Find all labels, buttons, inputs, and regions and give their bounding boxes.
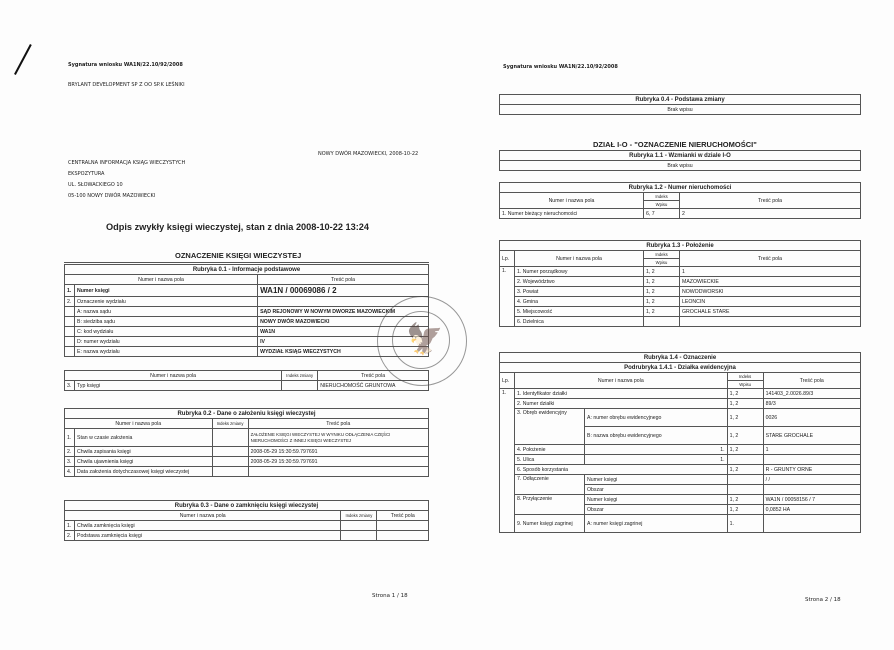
field-value: 1 xyxy=(763,445,860,455)
index-value: 1, 2 xyxy=(644,287,680,297)
sub-field-name: 1. xyxy=(585,455,728,465)
field-name: Chwila zamknięcia księgi xyxy=(75,521,341,531)
row-number: 1. xyxy=(65,521,75,531)
index-value: 1, 2 xyxy=(727,389,763,399)
field-value: WA1N / 00058156 / 7 xyxy=(763,495,860,505)
rubric-1-3-table xyxy=(499,240,861,327)
rubric-title: Rubryka 0.1 - Informacje podstawowe xyxy=(65,265,429,275)
sub-field-name: A: numer obrębu ewidencyjnego xyxy=(585,409,728,427)
column-header: Numer i nazwa pola xyxy=(65,371,282,381)
column-header: Numer i nazwa pola xyxy=(65,275,258,285)
column-header: Indeks xyxy=(644,193,680,201)
field-name: 6. Dzielnica xyxy=(515,317,644,327)
section-title: DZIAŁ I-O - "OZNACZENIE NIERUCHOMOŚCI" xyxy=(593,140,757,149)
field-name: 1. Identyfikator działki xyxy=(515,389,728,399)
column-header: Treść pola xyxy=(258,275,429,285)
index-value: 1, 2 xyxy=(727,409,763,427)
field-value: / / xyxy=(763,475,860,485)
field-value: WA1N xyxy=(258,327,429,337)
row-number: 1. xyxy=(65,285,75,297)
field-value: NIERUCHOMOŚĆ GRUNTOWA xyxy=(318,381,429,391)
field-value: ZAŁOŻENIE KSIĘGI WIECZYSTEJ W WYNIKU ODŁĄCZENIA CZĘŚCI NIERUCHOMOŚCI Z INNEJ KSIĘGI WIECZYSTEJ xyxy=(248,429,428,447)
column-header: Indeks zmiany xyxy=(282,371,318,381)
rubric-1-1-table xyxy=(499,150,861,171)
index-value: 1, 2 xyxy=(644,267,680,277)
lp-value: 1. xyxy=(500,267,515,327)
index-value: 1, 2 xyxy=(644,307,680,317)
field-name: 3. Powiat xyxy=(515,287,644,297)
field-name: 3. Obręb ewidencyjny xyxy=(515,409,585,445)
field-value: 2008-05-29 15:30:59.797691 xyxy=(248,457,428,467)
field-name: B: siedziba sądu xyxy=(75,317,258,327)
column-header: Indeks xyxy=(727,373,763,381)
column-header: Numer i nazwa pola xyxy=(500,193,644,209)
field-value: R - GRUNTY ORNE xyxy=(763,465,860,475)
column-header: Lp. xyxy=(500,251,515,267)
column-header: Wpisu xyxy=(644,201,680,209)
field-value: 2 xyxy=(680,209,861,219)
index-value: 1, 2 xyxy=(727,505,763,515)
row-number: 2. xyxy=(65,531,75,541)
field-value: 1 xyxy=(680,267,861,277)
field-value: SĄD REJONOWY W NOWYM DWORZE MAZOWIECKIM xyxy=(258,307,429,317)
signature-line: Sygnatura wniosku WA1N/22.10/92/2008 xyxy=(68,62,183,68)
index-value: 1. xyxy=(727,515,763,533)
rubric-title: Rubryka 0.2 - Dane o założeniu księgi wieczystej xyxy=(65,409,429,419)
rubric-0-3-table xyxy=(64,500,429,541)
field-name: Stan w czasie założenia xyxy=(75,429,213,447)
signature-line: Sygnatura wniosku WA1N/22.10/92/2008 xyxy=(503,64,618,70)
column-header: Treść pola xyxy=(318,371,429,381)
column-header: Treść pola xyxy=(377,511,429,521)
rubric-0-1-type-table xyxy=(64,370,429,391)
field-name: Chwila ujawnienia księgi xyxy=(75,457,213,467)
address-line: EKSPOZYTURA xyxy=(68,171,105,177)
field-value: IV xyxy=(258,337,429,347)
field-name: 2. Numer działki xyxy=(515,399,728,409)
rubric-title: Rubryka 1.4 - Oznaczenie xyxy=(500,353,861,363)
sub-field-name: Numer księgi xyxy=(585,475,728,485)
field-value: LEONCIN xyxy=(680,297,861,307)
place-date: NOWY DWÓR MAZOWIECKI, 2008-10-22 xyxy=(318,151,419,157)
row-number: 3. xyxy=(65,381,75,391)
sub-field-name: Obszar xyxy=(585,485,728,495)
column-header: Treść pola xyxy=(680,251,861,267)
field-name: 4. Gmina xyxy=(515,297,644,307)
address-line: 05-100 NOWY DWÓR MAZOWIECKI xyxy=(68,193,156,199)
field-name: Podstawa zamknięcia księgi xyxy=(75,531,341,541)
field-value: 2008-05-29 15:30:59.797691 xyxy=(248,447,428,457)
rubric-0-1-table xyxy=(64,264,429,357)
rubric-title: Rubryka 1.2 - Numer nieruchomości xyxy=(500,183,861,193)
column-header: Treść pola xyxy=(763,373,860,389)
field-name: D: numer wydziału xyxy=(75,337,258,347)
index-value: 1, 2 xyxy=(727,399,763,409)
section-title: OZNACZENIE KSIĘGI WIECZYSTEJ xyxy=(175,251,302,260)
column-header: Wpisu xyxy=(727,381,763,389)
applicant-name: BRYLANT DEVELOPMENT SP Z OO SP.K LEŚNIKI xyxy=(68,82,185,88)
column-header: Numer i nazwa pola xyxy=(65,419,213,429)
sub-field-name: Numer księgi xyxy=(585,495,728,505)
field-name: 7. Odłączenie xyxy=(515,475,585,495)
field-name: 5. Ulica xyxy=(515,455,585,465)
sub-field-name: 1. xyxy=(585,445,728,455)
field-name: 5. Miejscowość xyxy=(515,307,644,317)
rubric-title: Rubryka 0.4 - Podstawa zmiany xyxy=(500,95,861,105)
column-header: Treść pola xyxy=(248,419,428,429)
field-name: E: nazwa wydziału xyxy=(75,347,258,357)
column-header: Treść pola xyxy=(680,193,861,209)
field-name: Typ księgi xyxy=(75,381,282,391)
row-number: 2. xyxy=(65,447,75,457)
rubric-title: Rubryka 0.3 - Dane o zamknięciu księgi wieczystej xyxy=(65,501,429,511)
index-value: 1, 2 xyxy=(644,297,680,307)
page-number: Strona 1 / 18 xyxy=(372,593,408,599)
column-header: Indeks zmiany xyxy=(212,419,248,429)
book-number: WA1N / 00069086 / 2 xyxy=(258,285,429,297)
empty-entry: Brak wpisu xyxy=(500,105,861,115)
document-title: Odpis zwykły księgi wieczystej, stan z dnia 2008-10-22 13:24 xyxy=(106,222,369,232)
lp-value: 1. xyxy=(500,389,515,533)
column-header: Numer i nazwa pola xyxy=(515,251,644,267)
field-name: 6. Sposób korzystania xyxy=(515,465,728,475)
field-name: 1. Numer porządkowy xyxy=(515,267,644,277)
field-name: 2. Województwo xyxy=(515,277,644,287)
field-name: 1. Numer bieżący nieruchomości xyxy=(500,209,644,219)
field-value: 89/3 xyxy=(763,399,860,409)
field-value: NOWY DWÓR MAZOWIECKI xyxy=(258,317,429,327)
page-number: Strona 2 / 18 xyxy=(805,597,841,603)
pen-mark xyxy=(14,44,32,75)
subrubric-title: Podrubryka 1.4.1 - Działka ewidencyjna xyxy=(500,363,861,373)
field-value: 0,0852 HA xyxy=(763,505,860,515)
index-value: 1, 2 xyxy=(727,465,763,475)
field-name: Oznaczenie wydziału xyxy=(75,297,258,307)
rubric-0-2-table xyxy=(64,408,429,477)
field-name: Numer księgi xyxy=(75,285,258,297)
row-number: 1. xyxy=(65,429,75,447)
row-number: 4. xyxy=(65,467,75,477)
address-line: UL. SŁOWACKIEGO 10 xyxy=(68,182,123,188)
page-two xyxy=(447,0,894,650)
row-number: 3. xyxy=(65,457,75,467)
field-name: C: kod wydziału xyxy=(75,327,258,337)
field-value: NOWODWORSKI xyxy=(680,287,861,297)
address-line: CENTRALNA INFORMACJA KSIĄG WIECZYSTYCH xyxy=(68,160,186,166)
field-value xyxy=(248,467,428,477)
office-address xyxy=(68,158,185,202)
column-header: Numer i nazwa pola xyxy=(515,373,728,389)
field-value: WYDZIAŁ KSIĄG WIECZYSTYCH xyxy=(258,347,429,357)
rubric-0-4-table xyxy=(499,94,861,115)
field-name: Chwila zapisania księgi xyxy=(75,447,213,457)
field-value: 0026 xyxy=(763,409,860,427)
index-value: 6, 7 xyxy=(644,209,680,219)
index-value: 1, 2 xyxy=(727,427,763,445)
rubric-title: Rubryka 1.3 - Położenie xyxy=(500,241,861,251)
field-value: 141403_2.0026.89/3 xyxy=(763,389,860,399)
rubric-1-2-table xyxy=(499,182,861,219)
index-value: 1, 2 xyxy=(644,277,680,287)
field-name: 9. Numer księgi zagrinej xyxy=(515,515,585,533)
field-value: STARE GROCHALE xyxy=(763,427,860,445)
empty-entry: Brak wpisu xyxy=(500,161,861,171)
column-header: Wpisu xyxy=(644,259,680,267)
index-value: 1, 2 xyxy=(727,495,763,505)
rubric-1-4-table xyxy=(499,352,861,533)
field-value: MAZOWIECKIE xyxy=(680,277,861,287)
column-header: Lp. xyxy=(500,373,515,389)
field-name: Data założenia dotychczasowej księgi wieczystej xyxy=(75,467,213,477)
sub-field-name: A: numer księgi zagrinej xyxy=(585,515,728,533)
index-value: 1, 2 xyxy=(727,445,763,455)
column-header: Indeks zmiany xyxy=(341,511,377,521)
eagle-emblem-icon: 🦅 xyxy=(406,322,444,357)
field-value: GROCHALE STARE xyxy=(680,307,861,317)
column-header: Numer i nazwa pola xyxy=(65,511,341,521)
sub-field-name: Obszar xyxy=(585,505,728,515)
rubric-title: Rubryka 1.1 - Wzmianki w dziale I-O xyxy=(500,151,861,161)
field-name: 8. Przyłączenie xyxy=(515,495,585,515)
field-name: 4. Położenie xyxy=(515,445,585,455)
column-header: Indeks xyxy=(644,251,680,259)
field-name: A: nazwa sądu xyxy=(75,307,258,317)
row-number: 2. xyxy=(65,297,75,307)
sub-field-name: B: nazwa obrębu ewidencyjnego xyxy=(585,427,728,445)
